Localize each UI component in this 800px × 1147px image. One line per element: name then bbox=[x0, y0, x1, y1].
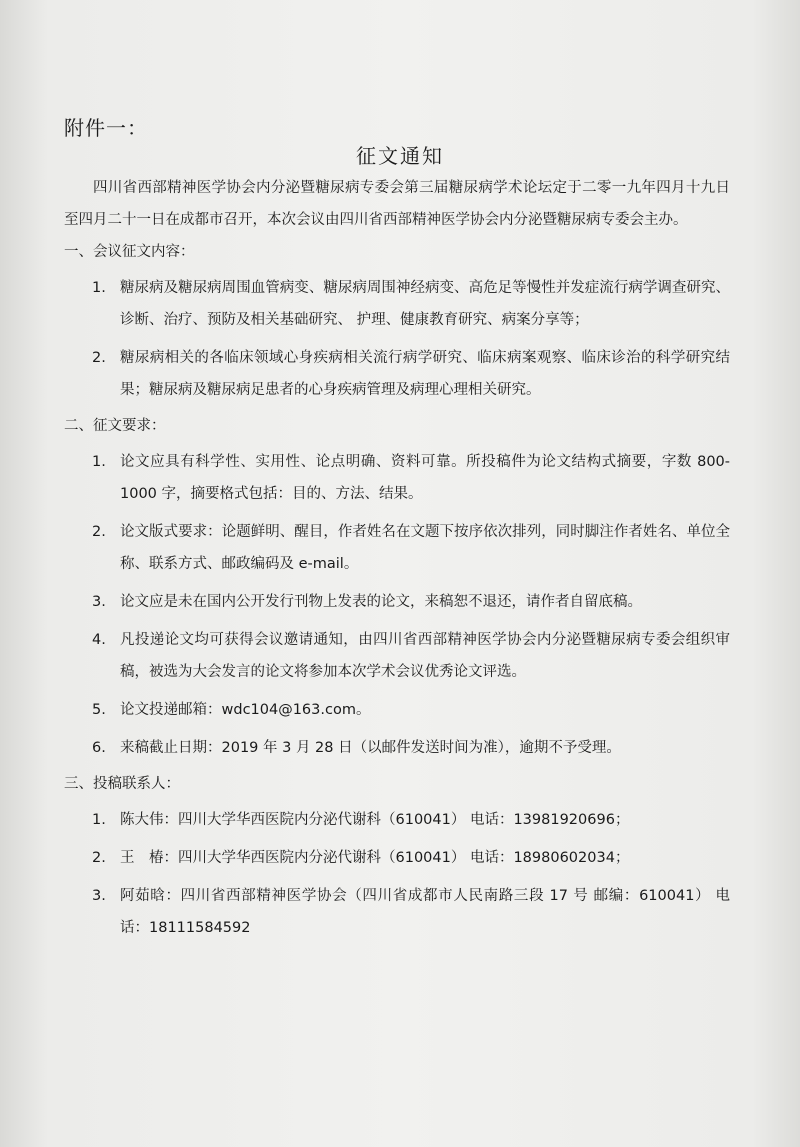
item-text: 论文应具有科学性、实用性、论点明确、资料可靠。所投稿件为论文结构式摘要，字数 800-1000 字，摘要格式包括：目的、方法、结果。 bbox=[120, 454, 730, 502]
item-text: 王 椿：四川大学华西医院内分泌代谢科（610041） 电话：18980602034； bbox=[120, 850, 630, 866]
item-number: 1. bbox=[92, 280, 106, 296]
item-number: 2. bbox=[92, 524, 106, 540]
list-item bbox=[64, 842, 730, 874]
item-text: 糖尿病相关的各临床领域心身疾病相关流行病学研究、临床病案观察、临床诊治的科学研究结果；糖尿病及糖尿病足患者的心身疾病管理及病理心理相关研究。 bbox=[120, 350, 730, 398]
list-item bbox=[64, 342, 730, 406]
list-item bbox=[64, 880, 730, 944]
item-text: 阿茹晗：四川省西部精神医学协会（四川省成都市人民南路三段 17 号 邮编：610041） 电话：18111584592 bbox=[120, 888, 730, 936]
item-number: 1. bbox=[92, 812, 106, 828]
list-item bbox=[64, 446, 730, 510]
item-number: 1. bbox=[92, 454, 106, 470]
section-heading: 二、征文要求： bbox=[64, 418, 166, 434]
section-requirements bbox=[64, 412, 730, 764]
document-body bbox=[64, 172, 730, 950]
attachment-label: 附件一： bbox=[64, 116, 148, 140]
item-text: 凡投递论文均可获得会议邀请通知，由四川省西部精神医学协会内分泌暨糖尿病专委会组织审稿，被选为大会发言的论文将参加本次学术会议优秀论文评选。 bbox=[120, 632, 730, 680]
list-item bbox=[64, 624, 730, 688]
item-text: 来稿截止日期：2019 年 3 月 28 日（以邮件发送时间为准），逾期不予受理。 bbox=[120, 740, 621, 756]
document-title: 征文通知 bbox=[356, 144, 444, 168]
list-item bbox=[64, 732, 730, 764]
item-number: 6. bbox=[92, 740, 106, 756]
section-heading: 一、会议征文内容： bbox=[64, 244, 195, 260]
item-text: 论文投递邮箱：wdc104@163.com。 bbox=[120, 702, 371, 718]
item-number: 3. bbox=[92, 594, 106, 610]
list-item bbox=[64, 586, 730, 618]
list-item bbox=[64, 804, 730, 836]
list-item bbox=[64, 694, 730, 726]
item-text: 糖尿病及糖尿病周围血管病变、糖尿病周围神经病变、高危足等慢性并发症流行病学调查研究、诊断、治疗、预防及相关基础研究、 护理、健康教育研究、病案分享等； bbox=[120, 280, 730, 328]
section-heading: 三、投稿联系人： bbox=[64, 776, 180, 792]
section-contacts bbox=[64, 770, 730, 944]
item-number: 2. bbox=[92, 850, 106, 866]
intro-paragraph: 四川省西部精神医学协会内分泌暨糖尿病专委会第三届糖尿病学术论坛定于二零一九年四月十九日至四月二十一日在成都市召开，本次会议由四川省西部精神医学协会内分泌暨糖尿病专委会主办。 bbox=[64, 180, 730, 228]
item-number: 2. bbox=[92, 350, 106, 366]
item-number: 4. bbox=[92, 632, 106, 648]
item-text: 论文版式要求：论题鲜明、醒目，作者姓名在文题下按序依次排列，同时脚注作者姓名、单位全称、联系方式、邮政编码及 e-mail。 bbox=[120, 524, 730, 572]
item-text: 陈大伟：四川大学华西医院内分泌代谢科（610041） 电话：13981920696； bbox=[120, 812, 630, 828]
item-number: 5. bbox=[92, 702, 106, 718]
item-number: 3. bbox=[92, 888, 106, 904]
list-item bbox=[64, 272, 730, 336]
list-item bbox=[64, 516, 730, 580]
item-text: 论文应是未在国内公开发行刊物上发表的论文，来稿恕不退还，请作者自留底稿。 bbox=[120, 594, 642, 610]
section-content bbox=[64, 238, 730, 406]
